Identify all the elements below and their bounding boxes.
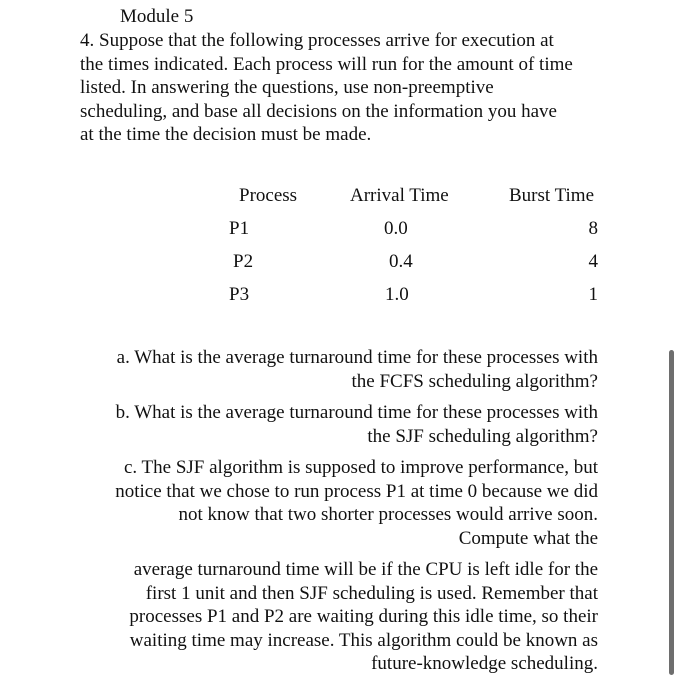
question-line: waiting time may increase. This algorithm could be known as <box>129 629 598 651</box>
question-line: a. What is the average turnaround time for these processes with <box>116 347 598 368</box>
question-a <box>117 346 598 393</box>
intro-line: at the time the decision must be made. <box>80 124 372 145</box>
question-line: b. What is the average turnaround time for these processes with <box>115 402 598 423</box>
question-line: future-knowledge scheduling. <box>371 653 598 674</box>
intro-line: scheduling, and base all decisions on the information you have <box>80 100 557 122</box>
question-line: the SJF scheduling algorithm? <box>367 425 598 447</box>
table-header-burst-time: Burst Time <box>509 185 595 206</box>
table-header-process: Process <box>239 185 298 206</box>
intro-line: the times indicated. Each process will run for the amount of time <box>80 53 573 75</box>
question-c-continued <box>129 558 598 676</box>
intro-line: 4. Suppose that the following processes arrive for execution at <box>80 30 554 51</box>
table-cell-burst: 4 <box>588 251 598 272</box>
question-line: notice that we chose to run process P1 at time 0 because we did <box>115 480 598 502</box>
intro-line: listed. In answering the questions, use non-preemptive <box>80 77 494 98</box>
table-cell-process: P3 <box>229 284 250 305</box>
question-c <box>115 456 598 550</box>
table-cell-process: P2 <box>233 251 254 272</box>
question-line: first 1 unit and then SJF scheduling is used. Remember that <box>145 582 598 604</box>
table-header-arrival-time: Arrival Time <box>350 185 449 206</box>
table-cell-arrival: 0.0 <box>384 218 408 239</box>
vertical-scrollbar[interactable] <box>669 350 674 675</box>
question-intro <box>80 29 573 147</box>
table-cell-arrival: 1.0 <box>385 284 409 305</box>
question-line: not know that two shorter processes would arrive soon. <box>178 504 598 525</box>
question-line: Compute what the <box>458 527 598 549</box>
question-b <box>116 401 598 448</box>
module-title: Module 5 <box>120 6 194 27</box>
question-line: c. The SJF algorithm is supposed to improve performance, but <box>123 457 598 478</box>
question-line: processes P1 and P2 are waiting during this idle time, so their <box>129 606 598 627</box>
question-line: the FCFS scheduling algorithm? <box>351 370 598 392</box>
table-cell-burst: 1 <box>588 284 598 305</box>
table-cell-process: P1 <box>229 218 250 239</box>
table-cell-arrival: 0.4 <box>389 251 413 272</box>
table-cell-burst: 8 <box>588 218 598 239</box>
question-line: average turnaround time will be if the CPU is left idle for the <box>133 559 598 580</box>
